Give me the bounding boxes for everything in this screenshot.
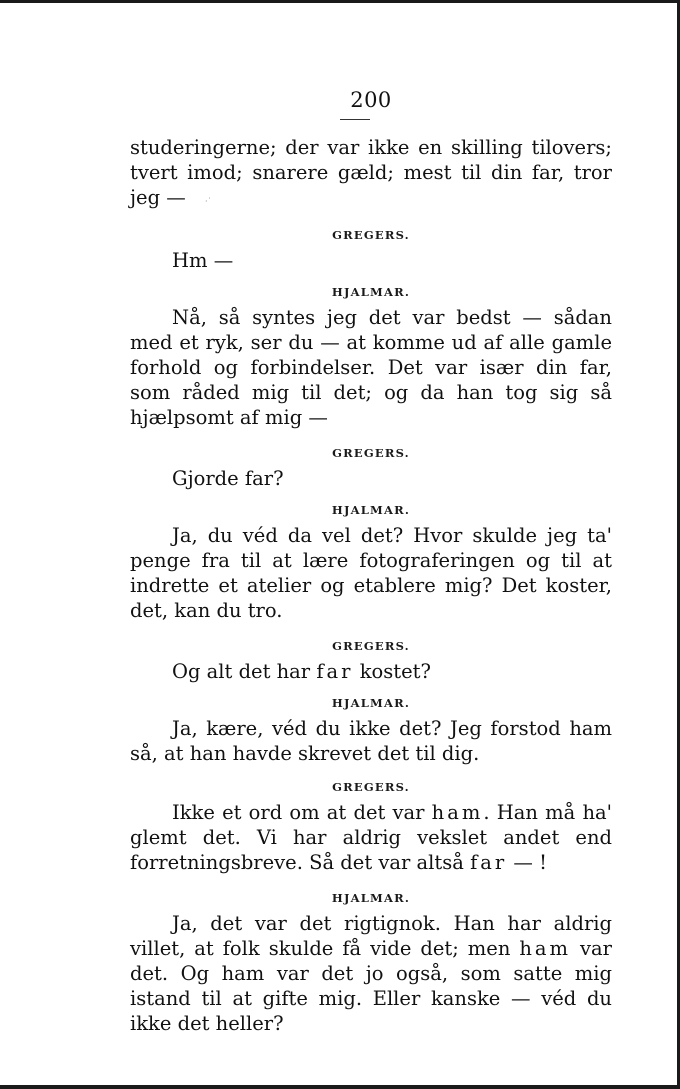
line-hjalmar-4: [130, 911, 612, 1036]
speaker-gregers: GREGERS.: [332, 446, 410, 460]
line-gregers-4: [130, 800, 612, 875]
speaker-gregers: GREGERS.: [332, 639, 410, 653]
line-hjalmar-2: Ja, du véd da vel det? Hvor skulde jeg ta' penge fra til at lære fotograferingen og til at indrette et atelier og etablere mig? Det koster, det, kan du tro.: [130, 524, 612, 622]
emphasis-run: far: [470, 851, 508, 874]
line-gregers-3: [130, 659, 612, 684]
speaker-gregers: GREGERS.: [332, 780, 410, 794]
page-body: [130, 135, 612, 1036]
text-run: Ikke et ord om at det var: [172, 801, 432, 824]
line-hjalmar-3: Ja, kære, véd du ikke det? Jeg forstod ham så, at han havde skrevet det til dig.: [130, 717, 612, 765]
emphasis-run: ham: [431, 801, 484, 824]
text-run: — !: [507, 851, 547, 874]
text-run: Ja, det var det rigtignok. Han har aldrig villet, at folk skulde få vide det; men: [130, 912, 612, 960]
scan-border-top: [0, 0, 680, 3]
text-run: kostet?: [353, 660, 431, 683]
text-run: Og alt det har: [172, 660, 317, 683]
speaker-gregers: GREGERS.: [332, 228, 410, 242]
scan-speck: ·˙: [205, 197, 212, 206]
emphasis-run: ham: [519, 937, 572, 960]
line-gregers-1: Hm —: [172, 249, 234, 272]
emphasis-run: far: [316, 660, 354, 683]
speaker-hjalmar: HJALMAR.: [331, 696, 411, 710]
text-run: . Han må ha' glemt det. Vi har aldrig vekslet andet end forretningsbreve. Så det var altså: [130, 801, 612, 874]
speaker-hjalmar: HJALMAR.: [331, 503, 411, 517]
text-run: var det. Og ham var det jo også, som satte mig istand til at gifte mig. Eller kanske — véd du ikke det heller?: [130, 937, 613, 1035]
line-hjalmar-1: Nå, så syntes jeg det var bedst — sådan med et ryk, ser du — at komme ud af alle gamle forhold og forbindelser. Det var især din far, som råded mig til det; og da han tog sig så hjælpsomt af mig —: [130, 306, 612, 429]
paragraph-continued: studeringerne; der var ikke en skilling tilovers; tvert imod; snarere gæld; mest til din far, tror jeg —: [130, 136, 612, 209]
page-number-underline: [340, 119, 370, 120]
page-number: 200: [350, 88, 392, 112]
scan-border-bottom: [0, 1085, 680, 1089]
speaker-hjalmar: HJALMAR.: [331, 285, 411, 299]
speaker-hjalmar: HJALMAR.: [331, 891, 411, 905]
line-gregers-2: Gjorde far?: [172, 467, 284, 490]
